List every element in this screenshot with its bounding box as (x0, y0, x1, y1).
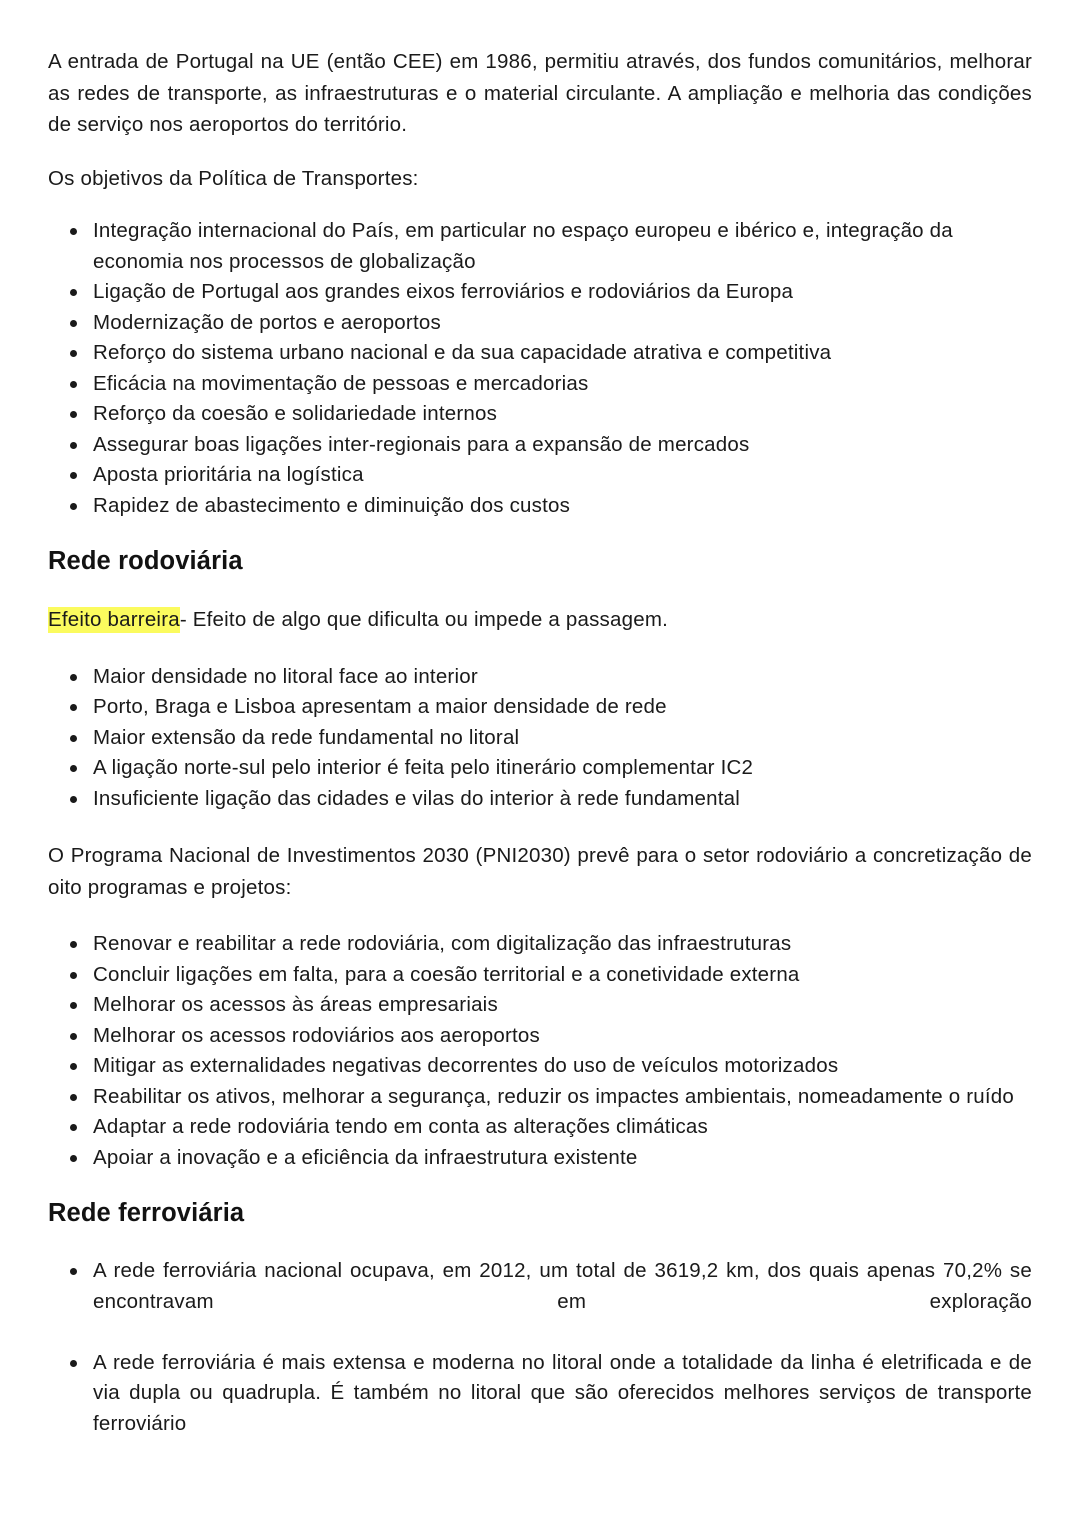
rail-facts-list (48, 1256, 1032, 1470)
list-item: Ligação de Portugal aos grandes eixos ferroviários e rodoviários da Europa (48, 277, 1032, 308)
list-item: Rapidez de abastecimento e diminuição dos custos (48, 491, 1032, 522)
list-item: Apoiar a inovação e a eficiência da infraestrutura existente (48, 1143, 1032, 1174)
spacer (48, 141, 1032, 163)
list-item: Reforço da coesão e solidariedade internos (48, 399, 1032, 430)
definition-text: - Efeito de algo que dificulta ou impede a passagem. (179, 608, 668, 631)
list-item: Porto, Braga e Lisboa apresentam a maior densidade de rede (48, 692, 1032, 723)
spacer (48, 578, 1032, 604)
list-item: Renovar e reabilitar a rede rodoviária, com digitalização das infraestruturas (48, 929, 1032, 960)
document-content (48, 46, 1032, 1470)
list-item: Melhorar os acessos às áreas empresariais (48, 990, 1032, 1021)
spacer (48, 1173, 1032, 1197)
list-item: A ligação norte-sul pelo interior é feita pelo itinerário complementar IC2 (48, 753, 1032, 784)
list-item: Aposta prioritária na logística (48, 460, 1032, 491)
spacer (48, 1230, 1032, 1256)
spacer (48, 194, 1032, 216)
list-item: Assegurar boas ligações inter-regionais para a expansão de mercados (48, 430, 1032, 461)
list-item: A rede ferroviária nacional ocupava, em 2012, um total de 3619,2 km, dos quais apenas 70,2% se encontravam em exploração (48, 1256, 1032, 1348)
list-item: Melhorar os acessos rodoviários aos aeroportos (48, 1021, 1032, 1052)
section-heading-rede-ferroviaria: Rede ferroviária (48, 1199, 245, 1227)
spacer (48, 814, 1032, 840)
pni2030-programs-list (48, 929, 1032, 1173)
pni2030-paragraph: O Programa Nacional de Investimentos 2030 (PNI2030) prevê para o setor rodoviário a concretização de oito programas e projetos: (48, 844, 1032, 899)
list-item: Maior densidade no litoral face ao interior (48, 662, 1032, 693)
list-item: Adaptar a rede rodoviária tendo em conta as alterações climáticas (48, 1112, 1032, 1143)
objectives-lead: Os objetivos da Política de Transportes: (48, 166, 419, 190)
list-item: Integração internacional do País, em particular no espaço europeu e ibérico e, integração da economia nos processos de globalização (48, 216, 1032, 277)
list-item: Insuficiente ligação das cidades e vilas do interior à rede fundamental (48, 784, 1032, 815)
list-item: Mitigar as externalidades negativas decorrentes do uso de veículos motorizados (48, 1051, 1032, 1082)
list-item: Maior extensão da rede fundamental no litoral (48, 723, 1032, 754)
spacer (48, 903, 1032, 929)
section-heading-rede-rodoviaria: Rede rodoviária (48, 547, 243, 575)
efeito-barreira-definition (48, 604, 1032, 636)
list-item: Reforço do sistema urbano nacional e da sua capacidade atrativa e competitiva (48, 338, 1032, 369)
list-item: Eficácia na movimentação de pessoas e mercadorias (48, 369, 1032, 400)
list-item: Reabilitar os ativos, melhorar a segurança, reduzir os impactes ambientais, nomeadamente o ruído (48, 1082, 1032, 1113)
list-item: A rede ferroviária é mais extensa e moderna no litoral onde a totalidade da linha é eletrificada e de via dupla ou quadrupla. É também no litoral que são oferecidos melhores serviços de transporte ferroviário (48, 1348, 1032, 1470)
list-item: Concluir ligações em falta, para a coesão territorial e a conetividade externa (48, 960, 1032, 991)
objectives-list (48, 216, 1032, 521)
highlighted-term: Efeito barreira (48, 608, 180, 631)
road-characteristics-list (48, 662, 1032, 815)
intro-paragraph: A entrada de Portugal na UE (então CEE) em 1986, permitiu através, dos fundos comunitários, melhorar as redes de transporte, as infraestruturas e o material circulante. A ampliação e melhoria das condições de serviço nos aeroportos do território. (48, 50, 1032, 136)
spacer (48, 636, 1032, 662)
list-item: Modernização de portos e aeroportos (48, 308, 1032, 339)
spacer (48, 521, 1032, 545)
